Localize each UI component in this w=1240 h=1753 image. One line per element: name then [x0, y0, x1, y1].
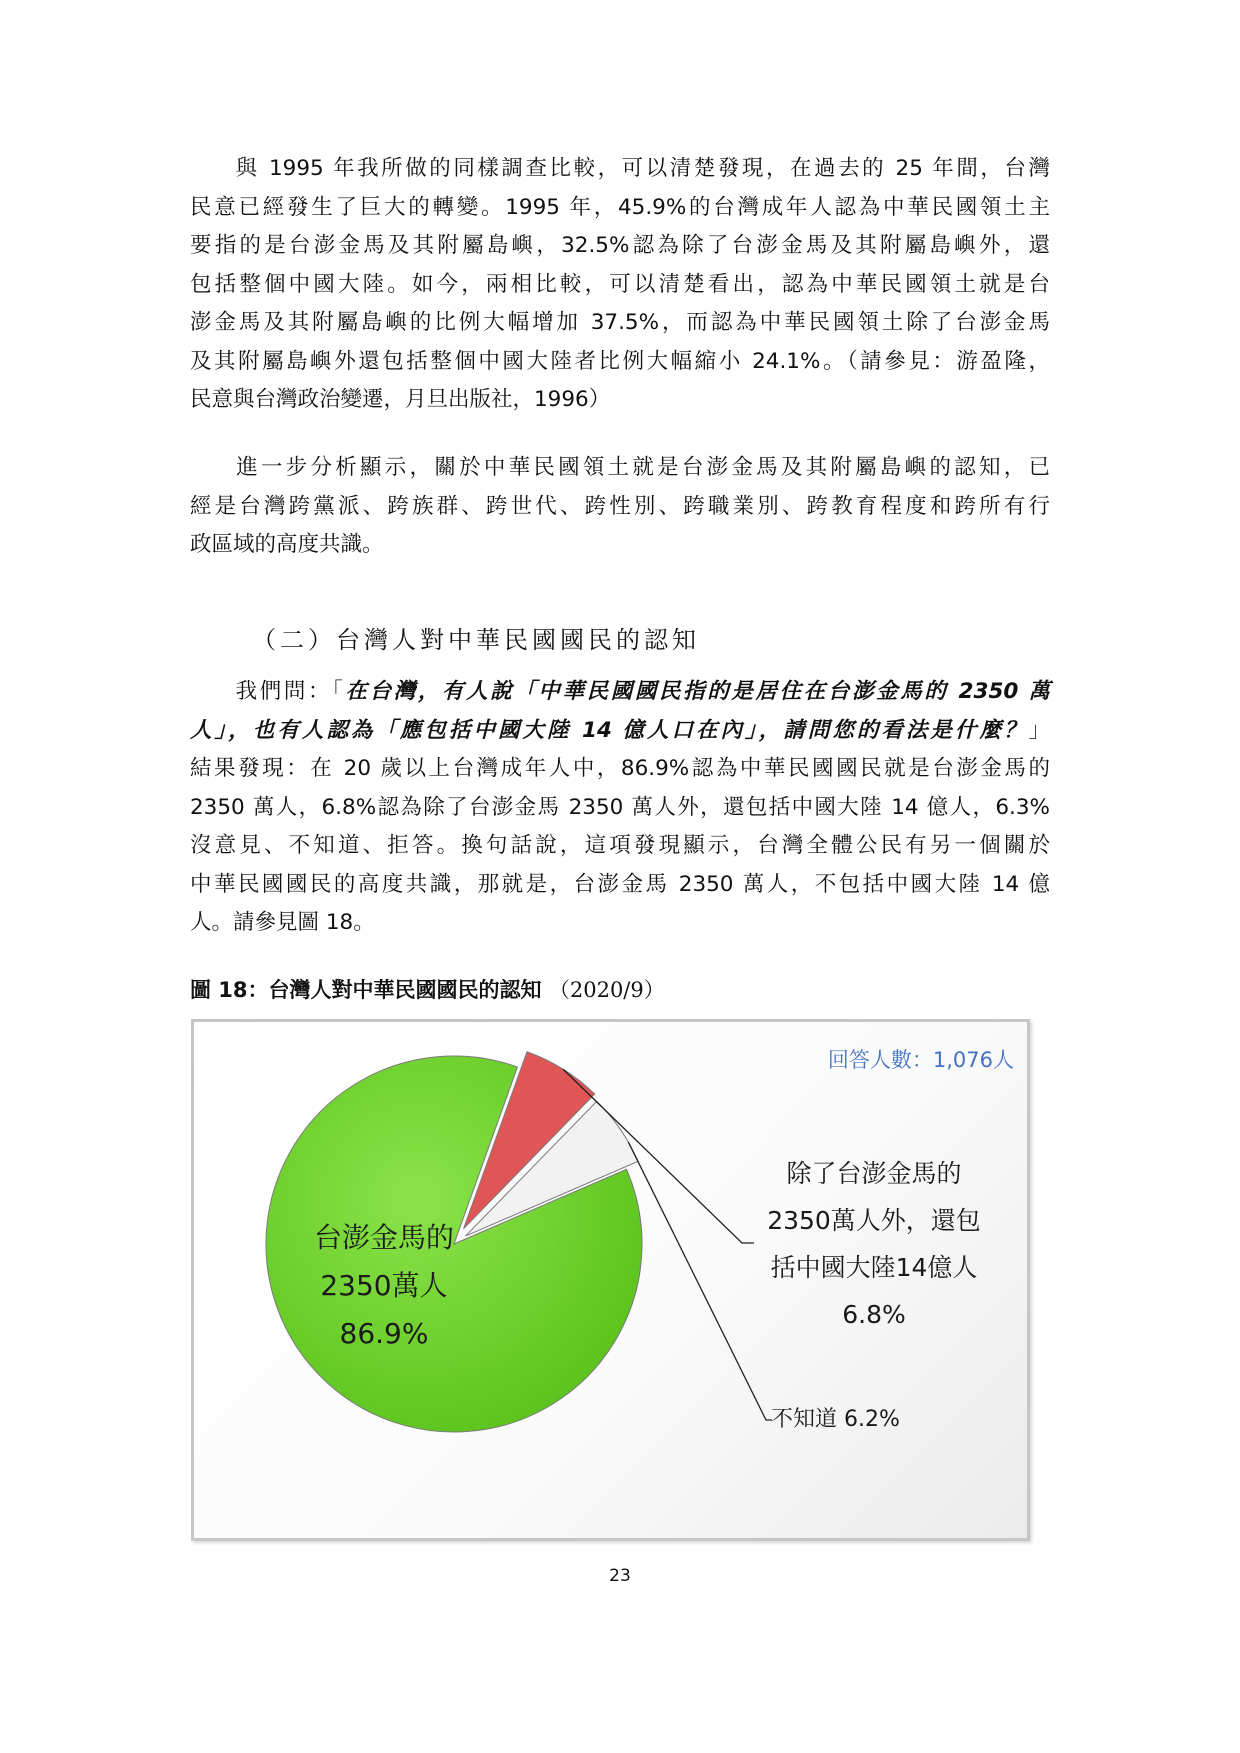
pie-chart [191, 1019, 1030, 1541]
section-heading: （二）台灣人對中華民國國民的認知 [252, 626, 700, 654]
paragraph-line: 包括整個中國大陸。如今，兩相比較，可以清楚看出，認為中華民國領土就是台 [190, 271, 1050, 297]
figure-caption-label: 圖 18：台灣人對中華民國國民的認知 [190, 978, 542, 1002]
slice-label-include-mainland [749, 1150, 999, 1338]
page-number: 23 [609, 1566, 631, 1586]
slice-label-line: 括中國大陸14億人 [770, 1253, 978, 1282]
slice-label-line: 除了台澎金馬的 [786, 1159, 962, 1188]
paragraph-territory-comparison [190, 150, 1050, 420]
paragraph-line: 與 1995 年我所做的同樣調查比較，可以清楚發現，在過去的 25 年間，台灣 [233, 156, 1050, 181]
paragraph-line: 結果發現：在 20 歲以上台灣成年人中，86.9%認為中華民國國民就是台澎金馬的 [190, 756, 1050, 781]
paragraph-line: 人。請參見圖 18。 [190, 910, 375, 935]
slice-label-taiwan-only [279, 1214, 489, 1358]
paragraph-line: 政區域的高度共識。 [190, 532, 384, 557]
slice-label-line: 6.8% [842, 1300, 906, 1329]
paragraph-citizen-survey [190, 673, 1050, 943]
paragraph-consensus [190, 449, 1050, 565]
figure-caption [190, 974, 665, 1004]
paragraph-line: 經是台灣跨黨派、跨族群、跨世代、跨性別、跨職業別、跨教育程度和跨所有行 [190, 493, 1050, 519]
slice-label-line: 台澎金馬的 [313, 1221, 454, 1254]
paragraph-line: 2350 萬人，6.8%認為除了台澎金馬 2350 萬人外，還包括中國大陸 14 億人，6.3% [190, 794, 1050, 820]
paragraph-line: 及其附屬島嶼外還包括整個中國大陸者比例大幅縮小 24.1%。（請參見：游盈隆， [190, 348, 1050, 374]
slice-label-line: 2350萬人 [320, 1269, 448, 1302]
paragraph-line: 中華民國國民的高度共識，那就是，台澎金馬 2350 萬人，不包括中國大陸 14 億 [190, 871, 1050, 897]
slice-label-line: 86.9% [339, 1317, 429, 1350]
paragraph-line: 澎金馬及其附屬島嶼的比例大幅增加 37.5%，而認為中華民國領土除了台澎金馬 [190, 310, 1050, 335]
question-prefix: 我們問：「 [233, 679, 346, 704]
slice-label-dont-know: 不知道 6.2% [771, 1407, 900, 1432]
paragraph-line: 進一步分析顯示，關於中華民國領土就是台澎金馬及其附屬島嶼的認知，已 [233, 455, 1050, 480]
survey-question: 人」，也有人認為「應包括中國大陸 14 億人口在內」，請問您的看法是什麼？ [190, 717, 1029, 743]
figure-caption-date: （2020/9） [548, 978, 665, 1002]
paragraph-line: 民意與台灣政治變遷，月旦出版社，1996） [190, 387, 611, 412]
paragraph-line: 要指的是台澎金馬及其附屬島嶼，32.5%認為除了台澎金馬及其附屬島嶼外，還 [190, 233, 1050, 258]
paragraph-line: 沒意見、不知道、拒答。換句話說，這項發現顯示，台灣全體公民有另一個關於 [190, 833, 1050, 858]
respondent-count: 回答人數：1,076人 [827, 1048, 1014, 1072]
slice-label-line: 2350萬人外，還包 [767, 1206, 981, 1235]
survey-question: 在台灣，有人說「中華民國國民指的是居住在台澎金馬的 2350 萬 [345, 679, 1050, 704]
paragraph-line: 民意已經發生了巨大的轉變。1995 年，45.9%的台灣成年人認為中華民國領土主 [190, 194, 1050, 220]
question-suffix: 」 [1028, 717, 1050, 743]
